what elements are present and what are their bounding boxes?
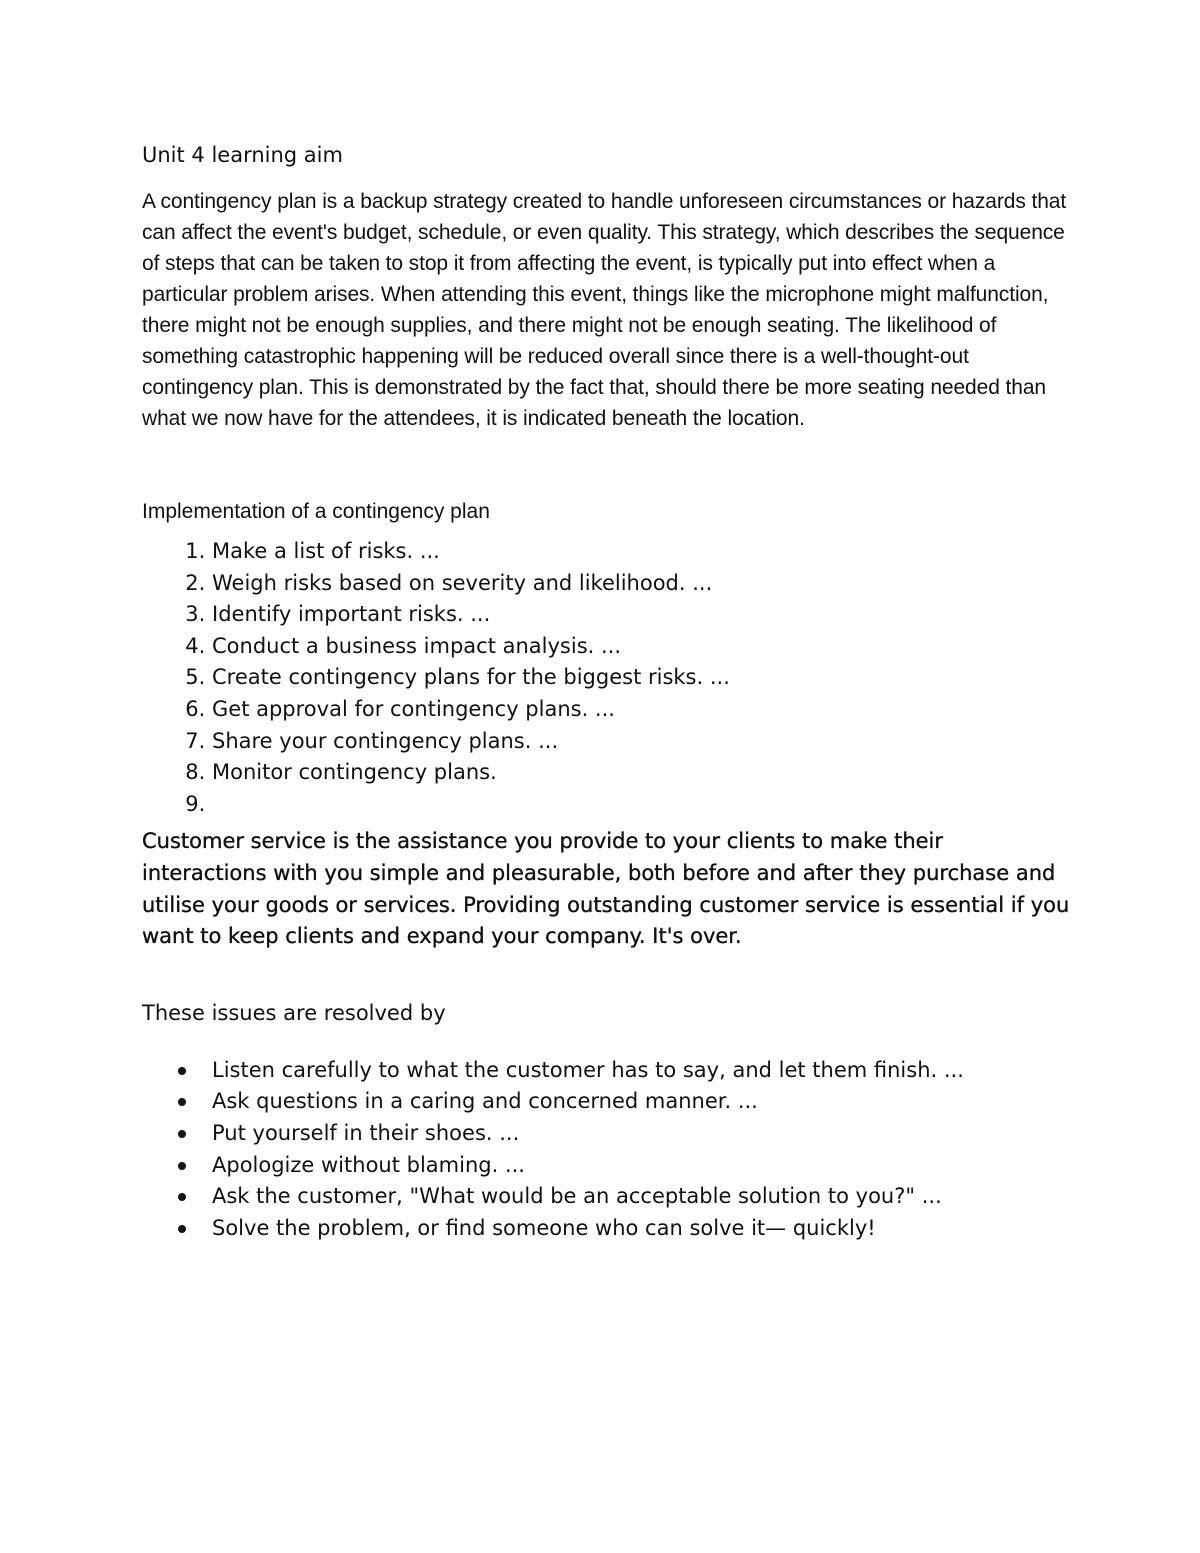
bullet-icon	[178, 1098, 186, 1106]
steps-list	[142, 536, 1072, 820]
page-title: Unit 4 learning aim	[142, 143, 343, 167]
list-item: 5. Create contingency plans for the biggest risks. ...	[212, 662, 1072, 694]
bullet-icon	[178, 1067, 186, 1075]
list-item-text: Apologize without blaming. ...	[212, 1152, 525, 1177]
list-item	[212, 1118, 1072, 1150]
list-item	[212, 789, 1072, 821]
list-item: 2. Weigh risks based on severity and likelihood. ...	[212, 568, 1072, 600]
list-item	[212, 1181, 1072, 1213]
list-item	[212, 1086, 1072, 1118]
tips-list	[142, 1055, 1072, 1245]
implementation-heading: Implementation of a contingency plan	[142, 500, 490, 523]
bullet-icon	[178, 1162, 186, 1170]
list-item: 4. Conduct a business impact analysis. ...	[212, 631, 1072, 663]
resolved-heading: These issues are resolved by	[142, 1000, 446, 1025]
customer-service-paragraph: Customer service is the assistance you provide to your clients to make their interactions with you simple and pleasurable, both before and after they purchase and utilise your goods or services. Providing outstanding customer service is essential if you want to keep clients and expand your company. It's over.	[142, 829, 1070, 949]
list-item: 8. Monitor contingency plans.	[212, 757, 1072, 789]
list-item	[212, 1213, 1072, 1245]
list-item: 3. Identify important risks. ...	[212, 599, 1072, 631]
list-item-text: Put yourself in their shoes. ...	[212, 1120, 520, 1145]
list-item	[212, 1150, 1072, 1182]
list-item-text: Listen carefully to what the customer has to say, and let them finish. ...	[212, 1057, 964, 1082]
document-page	[142, 138, 1072, 1244]
list-item-text: Solve the problem, or find someone who can solve it— quickly!	[212, 1215, 876, 1240]
list-item: 6. Get approval for contingency plans. ...	[212, 694, 1072, 726]
list-item: 7. Share your contingency plans. ...	[212, 726, 1072, 758]
bullet-icon	[178, 1193, 186, 1201]
list-item	[212, 1055, 1072, 1087]
intro-paragraph: A contingency plan is a backup strategy created to handle unforeseen circumstances or hazards that can affect the event's budget, schedule, or even quality. This strategy, which describes the sequence of steps that can be taken to stop it from affecting the event, is typically put into effect when a particular problem arises. When attending this event, things like the microphone might malfunction, there might not be enough supplies, and there might not be enough seating. The likelihood of something catastrophic happening will be reduced overall since there is a well-thought-out contingency plan. This is demonstrated by the fact that, should there be more seating needed than what we now have for the attendees, it is indicated beneath the location.	[142, 190, 1067, 430]
list-item: 1. Make a list of risks. ...	[212, 536, 1072, 568]
bullet-icon	[178, 1225, 186, 1233]
list-item-text: Ask the customer, "What would be an acceptable solution to you?" ...	[212, 1184, 942, 1209]
list-item-text: Ask questions in a caring and concerned manner. ...	[212, 1089, 758, 1114]
bullet-icon	[178, 1130, 186, 1138]
